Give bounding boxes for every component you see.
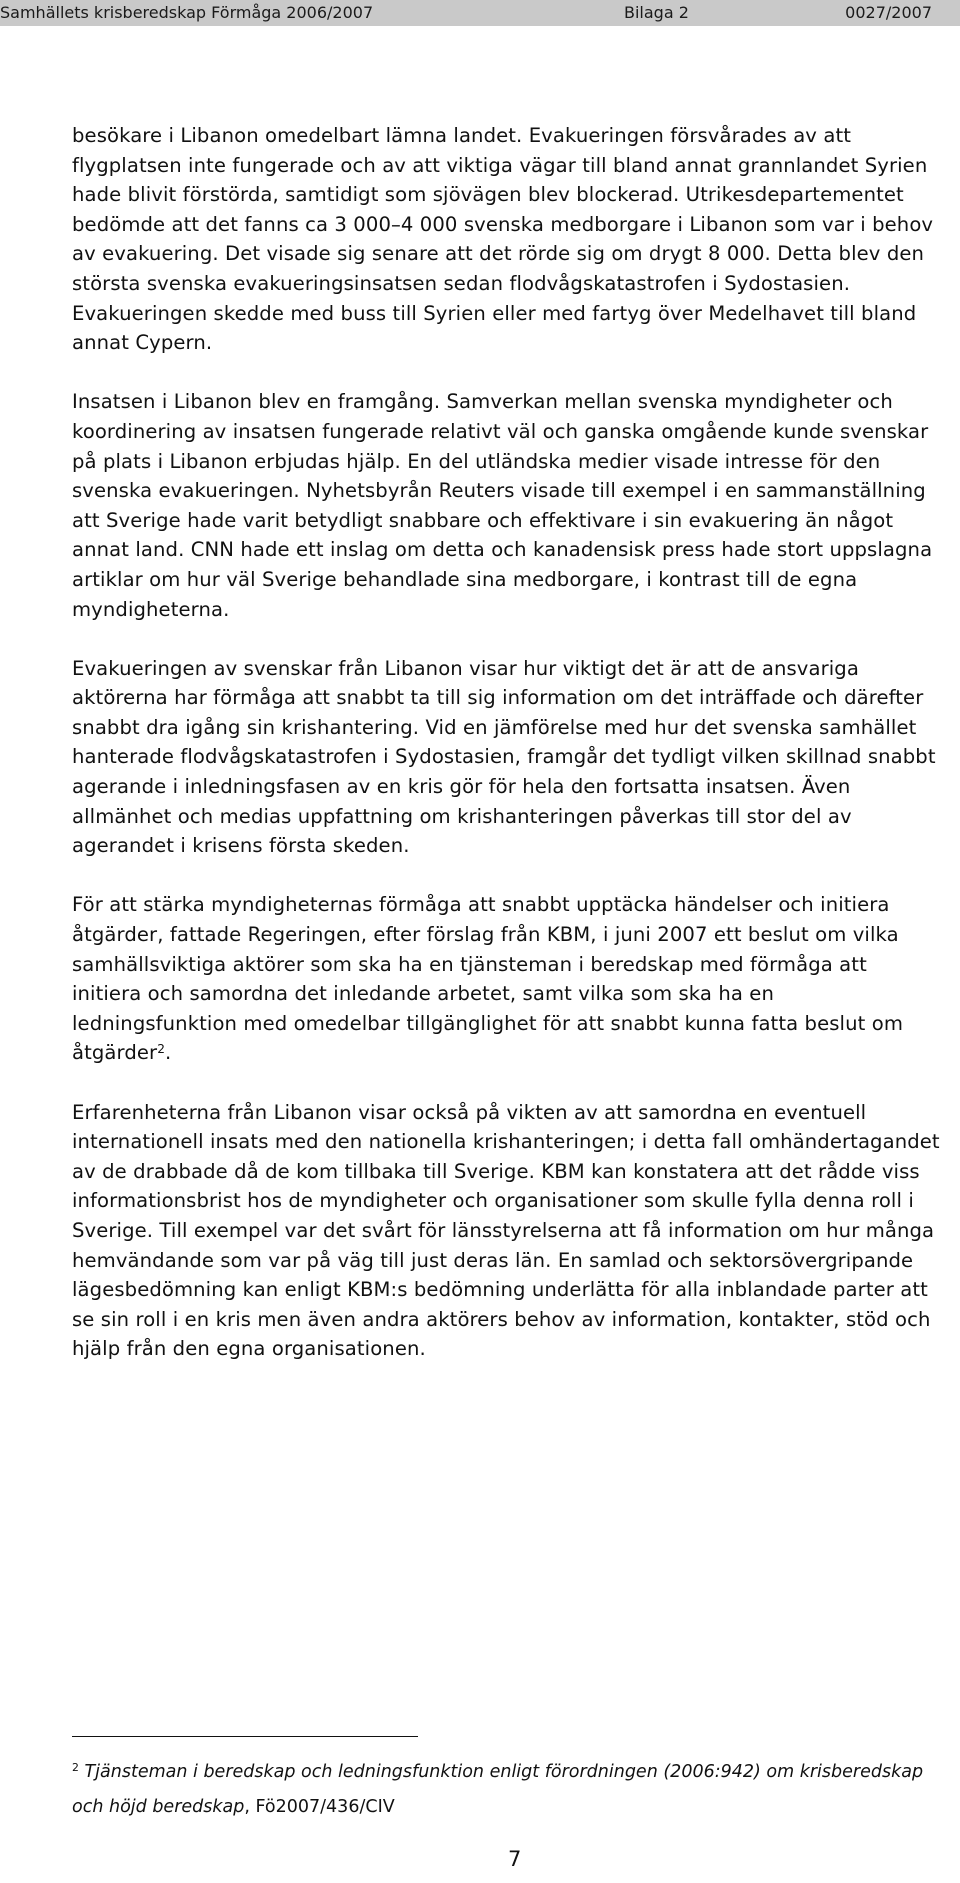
paragraph-success: Insatsen i Libanon blev en framgång. Samverkan mellan svenska myndigheter och koordinering av insatsen fungerade relativt väl och ganska omgående kunde svenskar på plats i Libanon erbjudas hjälp. En del utländska medier visade intresse för den svenska evakueringen. Nyhetsbyrån Reuters visade till exempel i en sammanställning att Sverige hade varit betydligt snabbare och effektivare i sin evakuering än något annat land. CNN hade ett inslag om detta och kanadensisk press hade stort uppslagna artiklar om hur väl Sverige behandlade sina medborgare, i kontrast till de egna myndigheterna. (72, 390, 933, 621)
paragraph-government-decision (72, 890, 942, 1068)
footnote-reference: 2 (157, 1041, 166, 1056)
page-number: 7 (508, 1847, 522, 1871)
paragraph-experiences: Erfarenheterna från Libanon visar också på vikten av att samordna en eventuell internationell insats med den nationella krishanteringen; i detta fall omhändertagandet av de drabbade då de kom tillbaka till Sverige. KBM kan konstatera att det rådde viss informationsbrist hos de myndigheter och organisationer som skulle fylla denna roll i Sverige. Till exempel var det svårt för länsstyrelserna att få information om hur många hemvändande som var på väg till just deras län. En samlad och sektorsövergripande lägesbedömning kan enligt KBM:s bedömning underlätta för alla inblandade parter att se sin roll i en kris men även andra aktörers behov av information, kontakter, stöd och hjälp från den egna organisationen. (72, 1100, 940, 1361)
document-body (72, 121, 942, 1394)
footnote-italic-text: Tjänsteman i beredskap och ledningsfunktion enligt förordningen (2006:942) om krisberedskap och höjd beredskap (72, 1762, 924, 1817)
paragraph-evacuation-background: besökare i Libanon omedelbart lämna landet. Evakueringen försvårades av att flygplatsen inte fungerade och av att viktiga vägar till bland annat grannlandet Syrien hade blivit förstörda, samtidigt som sjövägen blev blockerad. Utrikesdepartementet bedömde att det fanns ca 3 000–4 000 svenska medborgare i Libanon som var i behov av evakuering. Det visade sig senare att det rörde sig om drygt 8 000. Detta blev den största svenska evakueringsinsatsen sedan flodvågskatastrofen i Sydostasien. Evakueringen skedde med buss till Syrien eller med fartyg över Medelhavet till bland annat Cypern. (72, 124, 934, 355)
paragraph-lessons: Evakueringen av svenskar från Libanon visar hur viktigt det är att de ansvariga aktörerna har förmåga att snabbt ta till sig information om det inträffade och därefter snabbt dra igång sin krishantering. Vid en jämförelse med hur det svenska samhället hanterade flodvågskatastrofen i Sydostasien, framgår det tydligt vilken skillnad snabbt agerande i inledningsfasen av en kris gör för hela den fortsatta insatsen. Även allmänhet och medias uppfattning om krishanteringen påverkas till stor del av agerandet i krisens första skeden. (72, 656, 936, 858)
footnote-plain-text: , Fö2007/436/CIV (244, 1797, 395, 1817)
header-document-number: 0027/2007 (845, 3, 932, 22)
footnote-reference-suffix: . (165, 1041, 172, 1065)
header-appendix-label: Bilaga 2 (624, 3, 689, 22)
footnote (72, 1755, 952, 1825)
page-header (0, 0, 960, 26)
header-document-title: Samhällets krisberedskap Förmåga 2006/2007 (0, 3, 374, 22)
footnote-number: 2 (72, 1761, 79, 1775)
footnote-divider (72, 1736, 418, 1737)
paragraph-government-decision-text: För att stärka myndigheternas förmåga att snabbt upptäcka händelser och initiera åtgärder, fattade Regeringen, efter förslag från KBM, i juni 2007 ett beslut om vilka samhällsviktiga aktörer som ska ha en tjänsteman i beredskap med förmåga att initiera och samordna det inledande arbetet, samt vilka som ska ha en ledningsfunktion med omedelbar tillgänglighet för att snabbt kunna fatta beslut om åtgärder (72, 893, 904, 1065)
